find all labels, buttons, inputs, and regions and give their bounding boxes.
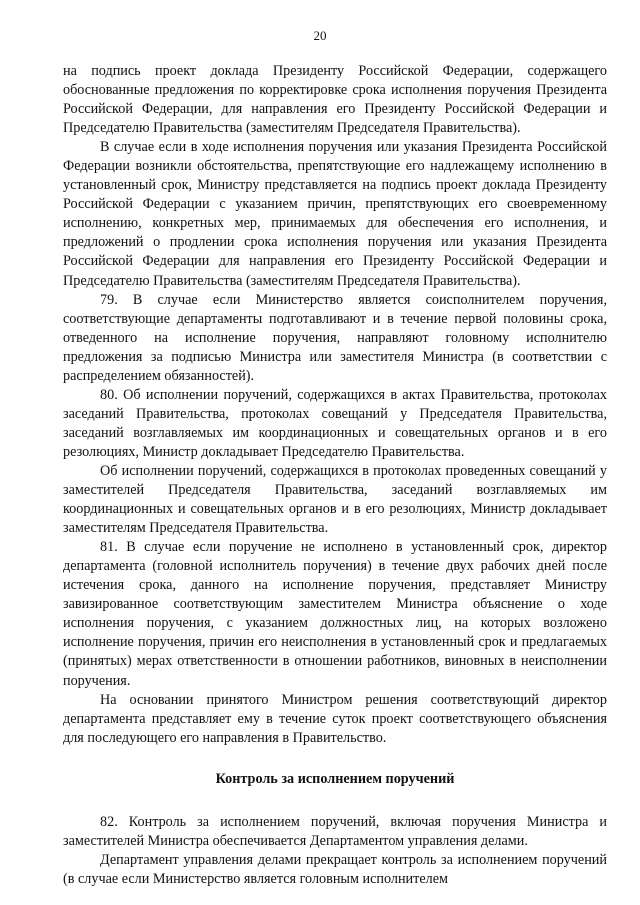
paragraph-79: 79. В случае если Министерство является соисполнителем поручения, соответствующие департаменты подготавливают и в течение первой половины срока, отведенного на исполнение поручения, направляют головному исполнителю предложения за подписью Министра или заместителя Министра (в соответствии с распределением обязанностей). (63, 291, 607, 384)
paragraph-80-deputies: Об исполнении поручений, содержащихся в протоколах проведенных совещаний у заместителей Председателя Правительства, заседаний возглавляемых им координационных и совещательных органов и в его резолюциях, Министр докладывает заместителям Председателя Правительства. (63, 462, 607, 537)
section-heading: Контроль за исполнением поручений (215, 770, 455, 787)
document-body (63, 62, 607, 889)
paragraph-82-termination: Департамент управления делами прекращает контроль за исполнением поручений (в случае если Министерство является головным исполнителем (63, 851, 607, 887)
paragraph-81: 81. В случае если поручение не исполнено в установленный срок, директор департамента (головной исполнитель поручения) в течение двух рабочих дней после истечения срока, данного на исполнение поручения, представляет Министру завизированное соответствующим заместителем Министра объяснение о ходе исполнения поручения, с указанием должностных лиц, на которых возложено исполнение поручения, причин его неисполнения в установленный срок и предлагаемых (принятых) мерах ответственности в отношении работников, виновных в неисполнении поручения. (63, 539, 607, 689)
page-number: 20 (313, 28, 327, 43)
paragraph-81-decision: На основании принятого Министром решения соответствующий директор департамента представляет ему в течение суток проект соответствующего объяснения для последующего его направления в Правительство. (63, 691, 607, 746)
paragraph-delay-report: В случае если в ходе исполнения поручения или указания Президента Российской Федерации возникли обстоятельства, препятствующие его надлежащему исполнению в установленный срок, Министру представляется на подпись проект доклада Президенту Российской Федерации с указанием причин, препятствующих его своевременному исполнению, конкретных мер, принимаемых для обеспечения его исполнения, и предложений о продлении срока исполнения поручения или указания Президента Российской Федерации для направления его Президенту Российской Федерации и Председателю Правительства (заместителям Председателя Правительства). (63, 139, 607, 289)
paragraph-continuation: на подпись проект доклада Президенту Российской Федерации, содержащего обоснованные предложения по корректировке срока исполнения поручения Президента Российской Федерации, для направления его Президенту Российской Федерации и Председателю Правительства (заместителям Председателя Правительства). (63, 63, 607, 137)
paragraph-82: 82. Контроль за исполнением поручений, включая поручения Министра и заместителей Министра обеспечивается Департаментом управления делами. (63, 813, 607, 849)
paragraph-80: 80. Об исполнении поручений, содержащихся в актах Правительства, протоколах заседаний Правительства, протоколах совещаний у Председателя Правительства, заседаний возглавляемых им координационных и совещательных органов и в его резолюциях, Министр докладывает Председателю Правительства. (63, 386, 607, 460)
